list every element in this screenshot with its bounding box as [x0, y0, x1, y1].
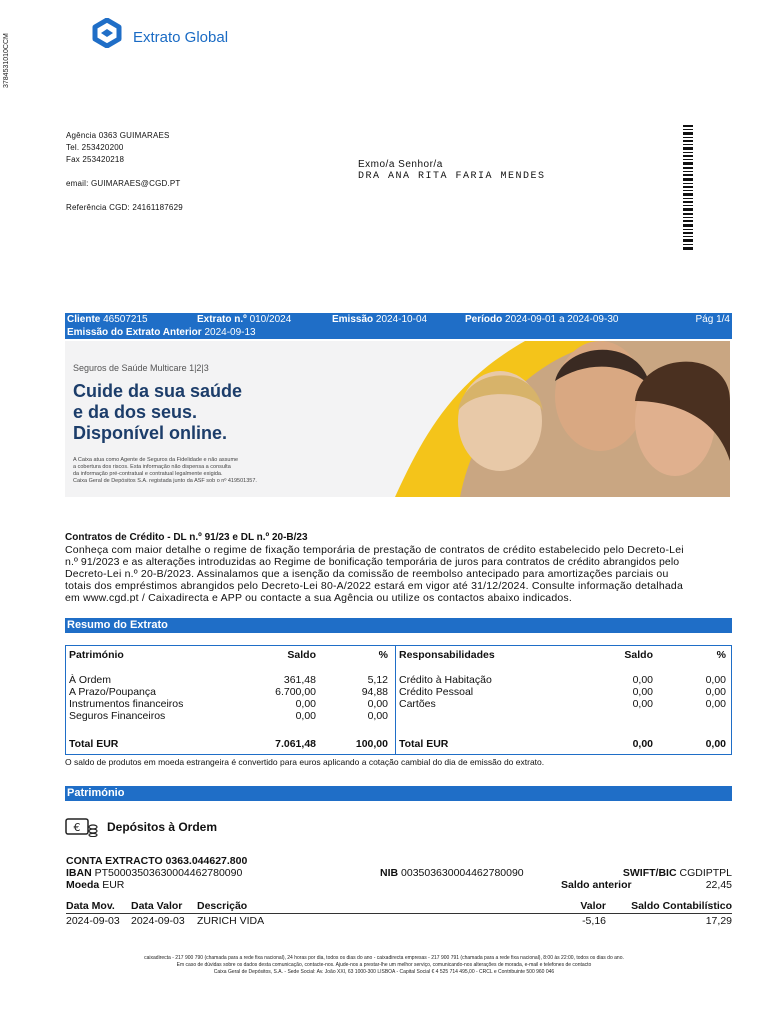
summary-left-header-1: Saldo	[287, 649, 316, 661]
agency-fax: Fax 253420218	[66, 155, 125, 164]
cgd-logo-icon	[92, 18, 122, 48]
swift-label: SWIFT/BIC	[622, 867, 677, 879]
account-title: CONTA EXTRACTO 0363.044627.800	[66, 855, 248, 867]
credit-notice-line-5: em www.cgd.pt / Caixadirecta e APP ou contacte a sua Agência ou utilize os contactos abaixo indicados.	[65, 592, 572, 604]
periodo-label: Período	[465, 314, 503, 325]
moeda-value: EUR	[102, 879, 125, 891]
agency-reference: Referência CGD: 24161187629	[66, 203, 183, 212]
summary-left-total-label: Total EUR	[69, 738, 119, 750]
banner-fine-1: A Caixa atua como Agente de Seguros da Fidelidade e não assume	[73, 457, 239, 463]
summary-right-row-2-pct: 0,00	[705, 698, 726, 710]
patrimonio-section-header: Património	[65, 786, 732, 801]
summary-left-row-0-label: À Ordem	[69, 674, 112, 686]
movement-0-valor: -5,16	[582, 915, 606, 927]
summary-right-row-1-pct: 0,00	[705, 686, 726, 698]
agency-email: email: GUIMARAES@CGD.PT	[66, 179, 181, 188]
summary-left-row-2-label: Instrumentos financeiros	[69, 698, 184, 710]
cliente-label: Cliente	[67, 314, 101, 325]
credit-notice-line-3: Decreto-Lei n.º 20-B/2023. Assinalamos que a isenção da comissão de reembolso antecipado para amortizações parciais ou	[65, 568, 669, 580]
summary-right-row-2-label: Cartões	[399, 698, 436, 710]
col-data-valor: Data Valor	[131, 900, 183, 912]
summary-right-row-1-label: Crédito Pessoal	[399, 686, 474, 698]
col-valor: Valor	[580, 900, 606, 912]
summary-left-row-1-label: A Prazo/Poupança	[69, 686, 156, 698]
moeda-label: Moeda	[66, 879, 100, 891]
emissao-value: 2024-10-04	[375, 314, 428, 325]
iban-label: IBAN	[66, 867, 92, 879]
summary-right-header-2: %	[716, 649, 726, 661]
summary-left-total-pct: 100,00	[355, 738, 388, 750]
summary-note: O saldo de produtos em moeda estrangeira é convertido para euros aplicando a cotação cambial do dia de emissão do extrato.	[65, 757, 545, 767]
footer-line-2: Em caso de dúvidas sobre os dados desta comunicação, contacte-nos. Ajude-nos a prestar-lhe um melhor serviço, comunicando-nos alterações de morada, e-mail e telefones de contacto	[176, 962, 592, 968]
summary-left-row-2-saldo: 0,00	[295, 698, 316, 710]
col-data-mov: Data Mov.	[66, 900, 115, 912]
barcode	[683, 125, 693, 250]
promo-banner[interactable]	[65, 341, 730, 497]
summary-right-row-0-pct: 0,00	[705, 674, 726, 686]
banner-headline-3: Disponível online.	[73, 423, 228, 443]
credit-notice	[65, 532, 733, 604]
nib-label: NIB	[380, 867, 399, 879]
svg-text:€: €	[73, 821, 81, 834]
credit-notice-line-2: n.º 91/2023 e as alterações introduzidas ao Regime de bonificação temporária de juros para contratos de crédito abrangidos pelo	[65, 556, 680, 568]
summary-left-header-2: %	[378, 649, 388, 661]
banner-headline	[73, 381, 242, 444]
summary-left-row-0-pct: 5,12	[367, 674, 388, 686]
summary-left-row-0-saldo: 361,48	[283, 674, 316, 686]
extrato-label: Extrato n.º	[197, 314, 247, 325]
recipient-name: DRA ANA RITA FARIA MENDES	[358, 171, 546, 182]
credit-notice-line-1: Conheça com maior detalhe o regime de fixação temporária de prestação de contratos de crédito estabelecido pelo Decreto-Lei	[65, 544, 684, 556]
cliente-value: 46507215	[103, 314, 148, 325]
credit-notice-line-4: totais dos empréstimos abrangidos pelo Decreto-Lei 80-A/2022 estará em vigor até 31/12/2024. Consulte informação detalhada	[65, 580, 684, 592]
anterior-value: 2024-09-13	[204, 327, 256, 338]
anterior-label: Emissão do Extrato Anterior	[67, 327, 202, 338]
banner-headline-1: Cuide da sua saúde	[73, 381, 243, 401]
summary-right-total-pct: 0,00	[705, 738, 726, 750]
banner-headline-2: e da dos seus.	[73, 402, 198, 422]
swift-value: CGDIPTPL	[679, 867, 732, 879]
agency-tel: Tel. 253420200	[66, 143, 124, 152]
movement-0-saldo: 17,29	[705, 915, 732, 927]
summary-right-total-label: Total EUR	[399, 738, 449, 750]
summary-right-row-0-saldo: 0,00	[632, 674, 653, 686]
summary-right-row-0-label: Crédito à Habitação	[399, 674, 492, 686]
summary-right-header-1: Saldo	[624, 649, 653, 661]
summary-right-row-1-saldo: 0,00	[632, 686, 653, 698]
banner-eyebrow: Seguros de Saúde Multicare 1|2|3	[73, 363, 209, 373]
summary-left-total-saldo: 7.061,48	[275, 738, 316, 750]
nib-value: 003503630004462780090	[401, 867, 524, 879]
banner-fine-4: Caixa Geral de Depósitos S.A. registada junto da ASF sob o nº 419501357.	[73, 478, 257, 484]
periodo-value: 2024-09-01 a 2024-09-30	[505, 314, 619, 325]
recipient-salutation: Exmo/a Senhor/a	[358, 159, 443, 170]
summary-right-row-2-saldo: 0,00	[632, 698, 653, 710]
side-code: 3784531010CCM	[3, 33, 10, 88]
agency-block	[66, 130, 183, 214]
footer-line-3: Caixa Geral de Depósitos, S.A. - Sede Social: Av. João XXI, 63 1000-300 LISBOA - Capital Social € 4 525 714 495,00 - CRCL e Contribuinte 500 960 046	[213, 969, 555, 975]
extrato-value: 010/2024	[249, 314, 292, 325]
saldo-anterior-value: 22,45	[705, 879, 732, 891]
footer	[40, 955, 728, 976]
summary-left-row-3-pct: 0,00	[367, 710, 388, 722]
summary-section-header: Resumo do Extrato	[65, 618, 732, 633]
saldo-anterior-label: Saldo anterior	[561, 879, 632, 891]
movement-0-data-valor: 2024-09-03	[131, 915, 185, 927]
col-descricao: Descrição	[197, 900, 248, 912]
deposits-title: Depósitos à Ordem	[107, 820, 218, 834]
summary-left-row-3-saldo: 0,00	[295, 710, 316, 722]
banner-fine-3: da informação pré-contratual e contratual legalmente exigida.	[73, 471, 223, 477]
movement-0-descricao: ZURICH VIDA	[197, 915, 265, 927]
footer-line-1: caixadirecta - 217 900 790 (chamada para a rede fixa nacional), 24 horas por dia, todos os dias do ano - caixadirecta empresas - 217 900 791 (chamada para a rede fixa nacional), 8:00 às 22:00, todos os dias do ano.	[144, 955, 624, 961]
col-saldo-contabilistico: Saldo Contabilístico	[631, 900, 732, 912]
page-number: Pág 1/4	[695, 314, 730, 325]
summary-table	[65, 645, 732, 755]
summary-left-row-3-label: Seguros Financeiros	[69, 710, 166, 722]
credit-notice-title: Contratos de Crédito - DL n.º 91/23 e DL n.º 20-B/23	[65, 532, 308, 543]
emissao-label: Emissão	[332, 314, 374, 325]
summary-left-row-1-pct: 94,88	[361, 686, 388, 698]
recipient-block	[358, 159, 546, 183]
movement-0-data-mov: 2024-09-03	[66, 915, 120, 927]
summary-left-row-1-saldo: 6.700,00	[275, 686, 316, 698]
summary-right-total-saldo: 0,00	[632, 738, 653, 750]
movements-table	[66, 899, 732, 929]
statement-info-bar	[65, 313, 732, 339]
cash-euro-icon	[65, 817, 99, 837]
summary-left-header-0: Património	[69, 649, 124, 661]
agency-name: Agência 0363 GUIMARAES	[66, 131, 170, 140]
summary-right-header-0: Responsabilidades	[399, 649, 495, 661]
banner-fine-print	[73, 457, 257, 485]
banner-fine-2: a cobertura dos riscos. Esta informação não dispensa a consulta	[73, 464, 231, 470]
summary-left-row-2-pct: 0,00	[367, 698, 388, 710]
app-title: Extrato Global	[133, 29, 229, 46]
iban-value: PT50003503630004462780090	[94, 867, 243, 879]
